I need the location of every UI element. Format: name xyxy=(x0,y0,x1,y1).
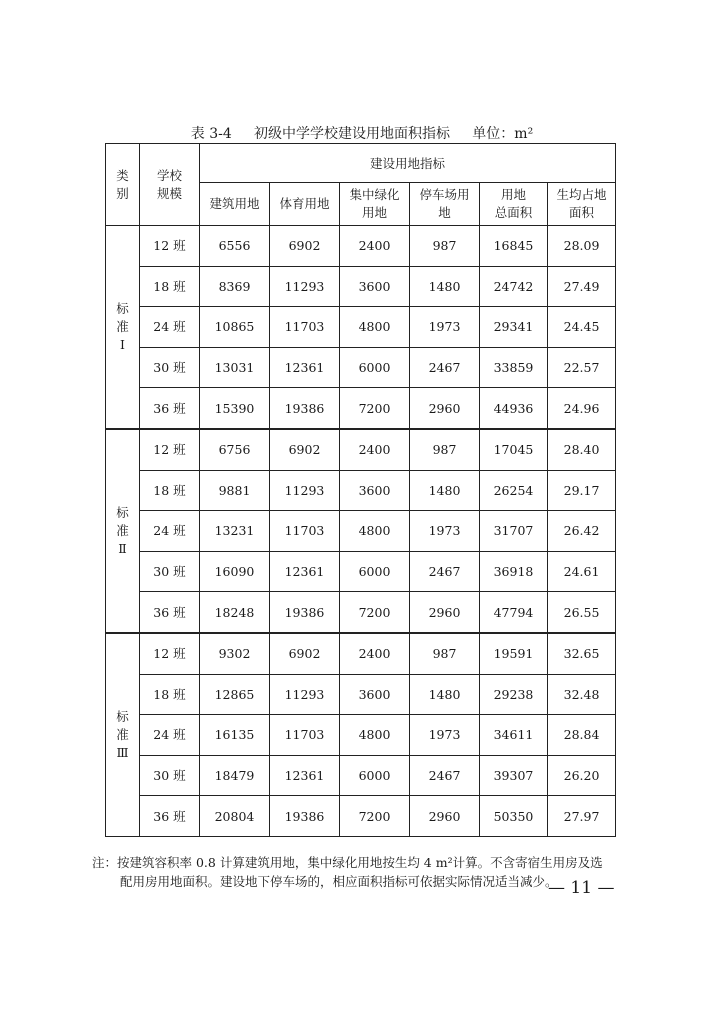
header-column: 用地 总面积 xyxy=(480,183,548,226)
value-cell: 44936 xyxy=(480,388,548,429)
header-column: 生均占地 面积 xyxy=(548,183,616,226)
value-cell: 24742 xyxy=(480,266,548,307)
value-cell: 6902 xyxy=(270,429,340,470)
value-cell: 19386 xyxy=(270,388,340,429)
table-row xyxy=(106,266,616,307)
value-cell: 6000 xyxy=(340,755,410,796)
scale-cell: 18 班 xyxy=(140,470,200,511)
value-cell: 6756 xyxy=(200,429,270,470)
value-cell: 29341 xyxy=(480,307,548,348)
value-cell: 24.61 xyxy=(548,551,616,592)
scale-cell: 30 班 xyxy=(140,347,200,388)
value-cell: 2960 xyxy=(410,796,480,837)
value-cell: 34611 xyxy=(480,715,548,756)
value-cell: 1973 xyxy=(410,307,480,348)
table-row xyxy=(106,307,616,348)
scale-cell: 36 班 xyxy=(140,796,200,837)
value-cell: 2467 xyxy=(410,551,480,592)
value-cell: 26.55 xyxy=(548,592,616,633)
value-cell: 6000 xyxy=(340,347,410,388)
value-cell: 1480 xyxy=(410,470,480,511)
scale-cell: 30 班 xyxy=(140,755,200,796)
value-cell: 17045 xyxy=(480,429,548,470)
value-cell: 12361 xyxy=(270,347,340,388)
value-cell: 11293 xyxy=(270,674,340,715)
value-cell: 33859 xyxy=(480,347,548,388)
value-cell: 19591 xyxy=(480,633,548,674)
value-cell: 987 xyxy=(410,226,480,267)
value-cell: 3600 xyxy=(340,674,410,715)
value-cell: 19386 xyxy=(270,592,340,633)
value-cell: 2960 xyxy=(410,592,480,633)
value-cell: 6556 xyxy=(200,226,270,267)
value-cell: 27.97 xyxy=(548,796,616,837)
value-cell: 11703 xyxy=(270,715,340,756)
value-cell: 36918 xyxy=(480,551,548,592)
value-cell: 8369 xyxy=(200,266,270,307)
value-cell: 2467 xyxy=(410,755,480,796)
table-row xyxy=(106,715,616,756)
value-cell: 3600 xyxy=(340,266,410,307)
value-cell: 12361 xyxy=(270,551,340,592)
value-cell: 32.65 xyxy=(548,633,616,674)
header-scale: 学校 规模 xyxy=(140,144,200,226)
value-cell: 31707 xyxy=(480,511,548,552)
value-cell: 6902 xyxy=(270,633,340,674)
table-row xyxy=(106,796,616,837)
value-cell: 20804 xyxy=(200,796,270,837)
header-category: 类 别 xyxy=(106,144,140,226)
value-cell: 29238 xyxy=(480,674,548,715)
value-cell: 1480 xyxy=(410,674,480,715)
scale-cell: 18 班 xyxy=(140,266,200,307)
value-cell: 16135 xyxy=(200,715,270,756)
value-cell: 47794 xyxy=(480,592,548,633)
scale-cell: 12 班 xyxy=(140,429,200,470)
value-cell: 11293 xyxy=(270,470,340,511)
scale-cell: 36 班 xyxy=(140,388,200,429)
value-cell: 26.20 xyxy=(548,755,616,796)
table-row xyxy=(106,551,616,592)
scale-cell: 24 班 xyxy=(140,307,200,348)
scale-cell: 36 班 xyxy=(140,592,200,633)
value-cell: 7200 xyxy=(340,592,410,633)
header-column: 建筑用地 xyxy=(200,183,270,226)
land-use-table xyxy=(105,143,616,837)
header-group: 建设用地指标 xyxy=(200,144,616,183)
value-cell: 2467 xyxy=(410,347,480,388)
group-label: 标 准 Ⅱ xyxy=(106,429,140,633)
page-number: — 11 — xyxy=(548,878,615,898)
value-cell: 6000 xyxy=(340,551,410,592)
value-cell: 26254 xyxy=(480,470,548,511)
value-cell: 24.45 xyxy=(548,307,616,348)
value-cell: 4800 xyxy=(340,715,410,756)
header-column: 集中绿化 用地 xyxy=(340,183,410,226)
value-cell: 9881 xyxy=(200,470,270,511)
value-cell: 4800 xyxy=(340,511,410,552)
value-cell: 32.48 xyxy=(548,674,616,715)
value-cell: 16090 xyxy=(200,551,270,592)
value-cell: 10865 xyxy=(200,307,270,348)
group-label: 标 准 Ⅲ xyxy=(106,633,140,836)
value-cell: 39307 xyxy=(480,755,548,796)
value-cell: 2400 xyxy=(340,633,410,674)
value-cell: 6902 xyxy=(270,226,340,267)
value-cell: 1973 xyxy=(410,511,480,552)
table-row xyxy=(106,511,616,552)
table-row xyxy=(106,429,616,470)
value-cell: 12865 xyxy=(200,674,270,715)
value-cell: 987 xyxy=(410,429,480,470)
value-cell: 18248 xyxy=(200,592,270,633)
value-cell: 13231 xyxy=(200,511,270,552)
value-cell: 28.40 xyxy=(548,429,616,470)
value-cell: 7200 xyxy=(340,388,410,429)
scale-cell: 12 班 xyxy=(140,226,200,267)
value-cell: 26.42 xyxy=(548,511,616,552)
group-label: 标 准 Ⅰ xyxy=(106,226,140,429)
scale-cell: 12 班 xyxy=(140,633,200,674)
value-cell: 2400 xyxy=(340,429,410,470)
value-cell: 27.49 xyxy=(548,266,616,307)
value-cell: 3600 xyxy=(340,470,410,511)
value-cell: 4800 xyxy=(340,307,410,348)
value-cell: 19386 xyxy=(270,796,340,837)
value-cell: 16845 xyxy=(480,226,548,267)
value-cell: 15390 xyxy=(200,388,270,429)
table-row xyxy=(106,592,616,633)
value-cell: 9302 xyxy=(200,633,270,674)
value-cell: 12361 xyxy=(270,755,340,796)
scale-cell: 24 班 xyxy=(140,511,200,552)
value-cell: 13031 xyxy=(200,347,270,388)
note-line-2: 配用房用地面积。建设地下停车场的，相应面积指标可依据实际情况适当减少。 xyxy=(120,874,558,889)
value-cell: 11703 xyxy=(270,307,340,348)
value-cell: 987 xyxy=(410,633,480,674)
value-cell: 29.17 xyxy=(548,470,616,511)
value-cell: 11293 xyxy=(270,266,340,307)
table-caption: 表 3-4 初级中学学校建设用地面积指标 单位：m² xyxy=(190,126,534,142)
table-row xyxy=(106,470,616,511)
scale-cell: 18 班 xyxy=(140,674,200,715)
value-cell: 28.09 xyxy=(548,226,616,267)
table-row xyxy=(106,388,616,429)
value-cell: 11703 xyxy=(270,511,340,552)
value-cell: 24.96 xyxy=(548,388,616,429)
scale-cell: 24 班 xyxy=(140,715,200,756)
table-row xyxy=(106,633,616,674)
value-cell: 50350 xyxy=(480,796,548,837)
value-cell: 1973 xyxy=(410,715,480,756)
value-cell: 22.57 xyxy=(548,347,616,388)
table-row xyxy=(106,347,616,388)
value-cell: 7200 xyxy=(340,796,410,837)
value-cell: 2400 xyxy=(340,226,410,267)
header-column: 体育用地 xyxy=(270,183,340,226)
value-cell: 1480 xyxy=(410,266,480,307)
scale-cell: 30 班 xyxy=(140,551,200,592)
note-line-1: 注：按建筑容积率 0.8 计算建筑用地，集中绿化用地按生均 4 m²计算。不含寄宿生用房及选 xyxy=(92,855,603,870)
value-cell: 2960 xyxy=(410,388,480,429)
header-column: 停车场用 地 xyxy=(410,183,480,226)
table-row xyxy=(106,674,616,715)
value-cell: 18479 xyxy=(200,755,270,796)
table-row xyxy=(106,226,616,267)
table-row xyxy=(106,755,616,796)
value-cell: 28.84 xyxy=(548,715,616,756)
